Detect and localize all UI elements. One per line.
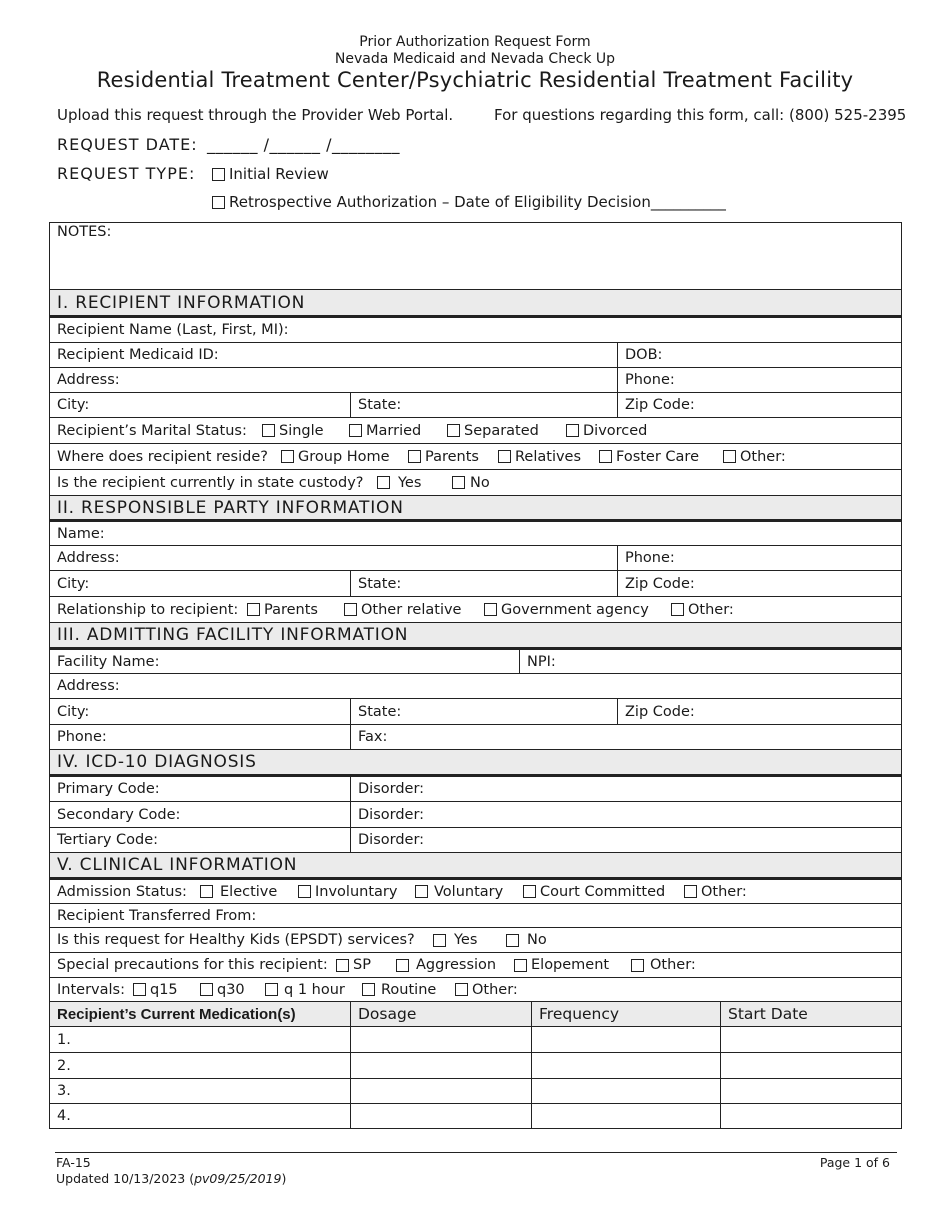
reside-group-home[interactable]: Group Home (281, 449, 390, 465)
form-id: FA-15 (56, 1155, 91, 1170)
dob-label: DOB: (617, 343, 662, 367)
address-label: Address: (57, 678, 120, 694)
page-title: Residential Treatment Center/Psychiatric Residential Treatment Facility (96, 68, 854, 92)
section-title: II. RESPONSIBLE PARTY INFORMATION (57, 497, 404, 518)
admission-status-row (50, 880, 901, 904)
state-label: State: (350, 393, 401, 417)
checkbox[interactable] (281, 450, 294, 463)
row-number: 4. (57, 1108, 71, 1124)
checkbox[interactable] (506, 934, 519, 947)
checkbox[interactable] (212, 196, 225, 209)
relationship-other[interactable]: Other: (671, 602, 734, 618)
checkbox[interactable] (455, 983, 468, 996)
admission-voluntary[interactable]: Voluntary (415, 884, 503, 900)
checkbox[interactable] (396, 959, 409, 972)
checkbox[interactable] (514, 959, 527, 972)
medication-row[interactable] (50, 1053, 901, 1079)
checkbox[interactable] (671, 603, 684, 616)
relationship-parents[interactable]: Parents (247, 602, 318, 618)
form-name: Prior Authorization Request Form (359, 34, 591, 50)
reside-relatives[interactable]: Relatives (498, 449, 581, 465)
request-type-label: REQUEST TYPE: (57, 164, 196, 183)
dosage-cell[interactable] (350, 1104, 358, 1128)
section-clinical (50, 853, 901, 880)
admission-label: Admission Status: (57, 883, 187, 900)
interval-q15[interactable]: q15 (133, 982, 178, 998)
zip-label: Zip Code: (617, 393, 695, 417)
checkbox[interactable] (484, 603, 497, 616)
notes-label: NOTES: (57, 224, 112, 240)
address-label: Address: (57, 550, 120, 566)
admission-court-committed[interactable]: Court Committed (523, 884, 665, 900)
city-label: City: (57, 703, 90, 720)
checkbox[interactable] (447, 424, 460, 437)
marital-separated[interactable]: Separated (447, 423, 539, 439)
checkbox[interactable] (599, 450, 612, 463)
admission-other[interactable]: Other: (684, 884, 747, 900)
start-date-cell[interactable] (720, 1027, 728, 1052)
checkbox[interactable] (133, 983, 146, 996)
state-label: State: (350, 699, 401, 724)
interval-q30[interactable]: q30 (200, 982, 245, 998)
responsible-city-row (50, 571, 901, 597)
transferred-from-row[interactable] (50, 904, 901, 928)
npi-label: NPI: (519, 650, 556, 673)
tertiary-code-row (50, 828, 901, 853)
address-label: Address: (57, 372, 120, 388)
footer-divider (55, 1152, 897, 1153)
type-initial-option[interactable]: Initial Review (212, 165, 329, 183)
dosage-cell[interactable] (350, 1053, 358, 1078)
checkbox[interactable] (415, 885, 428, 898)
section-title: IV. ICD-10 DIAGNOSIS (57, 752, 257, 772)
checkbox[interactable] (377, 476, 390, 489)
recipient-id-row (50, 343, 901, 368)
medication-row[interactable] (50, 1079, 901, 1104)
reside-row (50, 444, 901, 470)
healthy-kids-row (50, 928, 901, 953)
custody-row (50, 470, 901, 496)
disorder-label: Disorder: (350, 802, 424, 827)
responsible-address-row (50, 546, 901, 571)
disorder-label: Disorder: (350, 777, 424, 801)
page-number: Page 1 of 6 (819, 1155, 890, 1170)
phone-label: Phone: (57, 729, 107, 745)
section-facility (50, 623, 901, 650)
city-label: City: (57, 397, 90, 413)
checkbox[interactable] (200, 885, 213, 898)
program-name: Nevada Medicaid and Nevada Check Up (334, 51, 616, 67)
checkbox[interactable] (723, 450, 736, 463)
primary-code-label: Primary Code: (57, 781, 160, 797)
checkbox[interactable] (200, 983, 213, 996)
custody-yes[interactable]: Yes (377, 475, 421, 491)
precaution-sp[interactable]: SP (336, 957, 371, 973)
checkbox[interactable] (566, 424, 579, 437)
row-number: 3. (57, 1083, 71, 1099)
checkbox[interactable] (247, 603, 260, 616)
checkbox[interactable] (349, 424, 362, 437)
checkbox[interactable] (262, 424, 275, 437)
secondary-code-label: Secondary Code: (57, 806, 181, 823)
marital-married[interactable]: Married (349, 423, 421, 439)
notes-row[interactable] (50, 223, 901, 290)
start-date-cell[interactable] (720, 1079, 728, 1103)
reside-other[interactable]: Other: (723, 449, 786, 465)
precaution-other[interactable]: Other: (631, 957, 696, 973)
checkbox[interactable] (408, 450, 421, 463)
responsible-name-row[interactable] (50, 522, 901, 546)
healthy-kids-no[interactable]: No (506, 932, 547, 948)
checkbox[interactable] (631, 959, 644, 972)
dosage-header: Dosage (350, 1002, 416, 1026)
checkbox[interactable] (298, 885, 311, 898)
section-recipient (50, 290, 901, 318)
form-table (49, 222, 902, 1129)
tertiary-code-label: Tertiary Code: (57, 832, 159, 848)
frequency-cell[interactable] (531, 1053, 539, 1078)
recipient-name-row[interactable] (50, 318, 901, 343)
checkbox[interactable] (212, 168, 225, 181)
medication-row[interactable] (50, 1104, 901, 1128)
admission-involuntary[interactable]: Involuntary (298, 884, 397, 900)
medication-row[interactable] (50, 1027, 901, 1053)
transferred-label: Recipient Transferred From: (57, 907, 257, 924)
checkbox[interactable] (265, 983, 278, 996)
frequency-cell[interactable] (531, 1079, 539, 1103)
custody-label: Is the recipient currently in state custody? (57, 474, 364, 491)
intervals-label: Intervals: (57, 981, 125, 998)
precautions-label: Special precautions for this recipient: (57, 957, 328, 973)
marital-single[interactable]: Single (262, 423, 324, 439)
row-number: 2. (57, 1057, 71, 1074)
intervals-row (50, 978, 901, 1002)
upload-instruction: Upload this request through the Provider Web Portal. (57, 106, 454, 124)
start-date-header: Start Date (720, 1002, 808, 1026)
frequency-cell[interactable] (531, 1104, 539, 1128)
facility-name-label: Facility Name: (57, 653, 160, 670)
secondary-code-row (50, 802, 901, 828)
recipient-name-label: Recipient Name (Last, First, MI): (57, 322, 289, 338)
precaution-elopement[interactable]: Elopement (514, 957, 609, 973)
relationship-other-relative[interactable]: Other relative (344, 602, 461, 618)
start-date-cell[interactable] (720, 1053, 728, 1078)
interval-q1hour[interactable]: q 1 hour (265, 982, 345, 998)
checkbox[interactable] (684, 885, 697, 898)
custody-no[interactable]: No (452, 475, 490, 491)
recipient-city-row (50, 393, 901, 418)
checkbox[interactable] (433, 934, 446, 947)
section-diagnosis (50, 750, 901, 777)
phone-label: Phone: (617, 368, 675, 392)
facility-address-row[interactable] (50, 674, 901, 699)
medicaid-id-label: Recipient Medicaid ID: (57, 347, 219, 363)
dosage-cell[interactable] (350, 1079, 358, 1103)
city-label: City: (57, 575, 90, 592)
phone-label: Phone: (617, 546, 675, 570)
section-title: I. RECIPIENT INFORMATION (57, 292, 306, 313)
state-label: State: (350, 571, 401, 596)
precaution-aggression[interactable]: Aggression (396, 957, 496, 973)
healthy-kids-yes[interactable]: Yes (433, 932, 477, 948)
checkbox[interactable] (523, 885, 536, 898)
checkbox[interactable] (344, 603, 357, 616)
facility-phone-row (50, 725, 901, 750)
recipient-address-row (50, 368, 901, 393)
facility-city-row (50, 699, 901, 725)
frequency-cell[interactable] (531, 1027, 539, 1052)
frequency-header: Frequency (531, 1002, 619, 1026)
checkbox[interactable] (336, 959, 349, 972)
checkbox[interactable] (362, 983, 375, 996)
reside-parents[interactable]: Parents (408, 449, 479, 465)
disorder-label: Disorder: (350, 828, 424, 852)
marital-divorced[interactable]: Divorced (566, 423, 647, 439)
checkbox[interactable] (498, 450, 511, 463)
contact-phone: For questions regarding this form, call: (800) 525-2395 (494, 106, 907, 124)
section-title: III. ADMITTING FACILITY INFORMATION (57, 625, 409, 645)
relationship-row (50, 597, 901, 623)
facility-name-row (50, 650, 901, 674)
reside-foster-care[interactable]: Foster Care (599, 449, 699, 465)
dosage-cell[interactable] (350, 1027, 358, 1052)
relationship-government[interactable]: Government agency (484, 602, 649, 618)
healthy-kids-label: Is this request for Healthy Kids (EPSDT) services? (57, 932, 415, 948)
medication-header: Recipient’s Current Medication(s) (57, 1005, 296, 1023)
medication-header-row (50, 1002, 901, 1027)
name-label: Name: (57, 525, 105, 542)
zip-label: Zip Code: (617, 699, 695, 724)
row-number: 1. (57, 1031, 71, 1048)
section-title: V. CLINICAL INFORMATION (57, 855, 298, 875)
precautions-row (50, 953, 901, 978)
start-date-cell[interactable] (720, 1104, 728, 1128)
checkbox[interactable] (452, 476, 465, 489)
request-date-field[interactable]: ______ /______ /________ (207, 135, 400, 154)
fax-label: Fax: (350, 725, 387, 749)
primary-code-row (50, 777, 901, 802)
updated-date: Updated 10/13/2023 (pv09/25/2019) (56, 1171, 287, 1186)
interval-routine[interactable]: Routine (362, 982, 436, 998)
type-retro-option[interactable]: Retrospective Authorization – Date of Eligibility Decision__________ (212, 193, 726, 211)
marital-label: Recipient’s Marital Status: (57, 422, 247, 439)
reside-label: Where does recipient reside? (57, 448, 268, 465)
section-responsible-party (50, 496, 901, 522)
request-date-label: REQUEST DATE: (57, 135, 198, 154)
marital-status-row (50, 418, 901, 444)
admission-elective[interactable]: Elective (200, 884, 277, 900)
relationship-label: Relationship to recipient: (57, 601, 239, 618)
interval-other[interactable]: Other: (455, 982, 518, 998)
zip-label: Zip Code: (617, 571, 695, 596)
